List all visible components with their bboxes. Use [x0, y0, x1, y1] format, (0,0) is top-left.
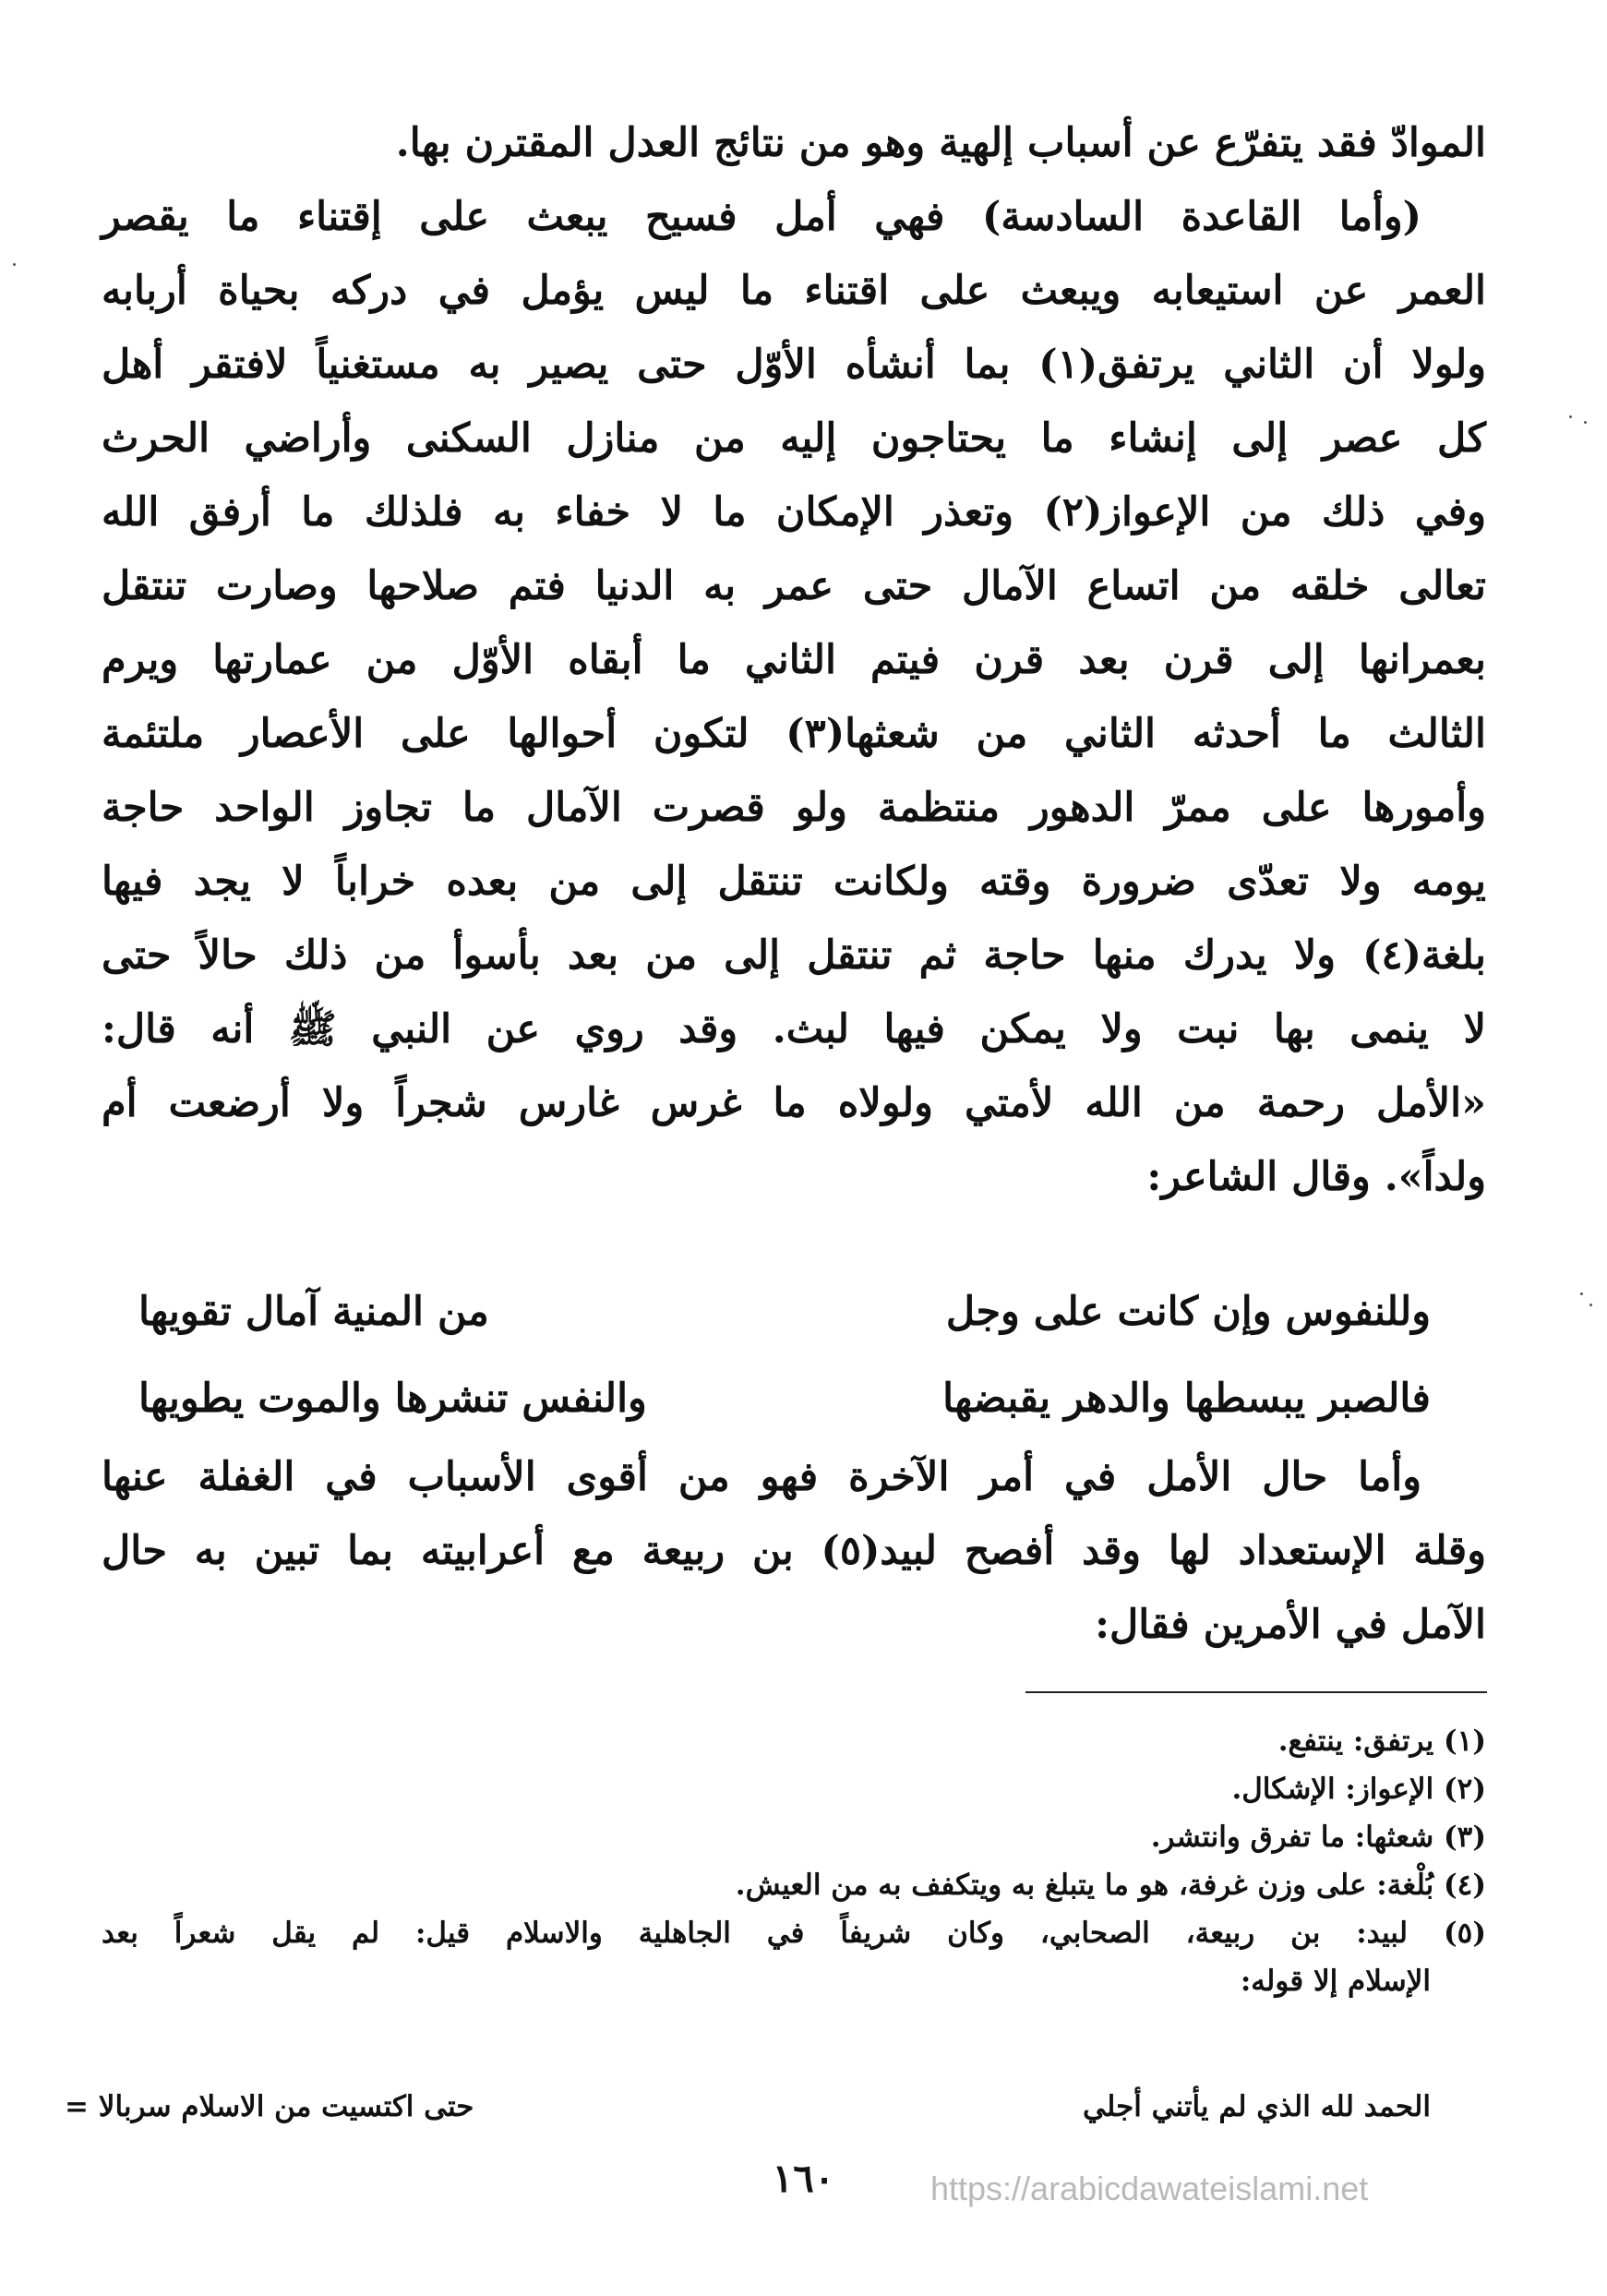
watermark-url: https://arabicdawateislami.net	[930, 2170, 1369, 2207]
text-line: وأما حال الأمل في أمر الآخرة فهو من أقوى الأسباب في الغفلة عنها	[102, 1454, 1421, 1500]
text-line: الآمل في الأمرين فقال:	[1095, 1602, 1486, 1648]
text-line: بعمرانها إلى قرن بعد قرن فيتم الثاني ما أبقاه الأوّل من عمارتها ويرم	[102, 637, 1486, 683]
verse-first-hemistich: فالصبر يبسطها والدهر يقبضها	[942, 1376, 1431, 1422]
text-line: وقلة الإستعداد لها وقد أفصح لبيد(٥) بن ربيعة مع أعرابيته بما تبين به حال	[102, 1528, 1486, 1574]
text-line: العمر عن استيعابه ويبعث على اقتناء ما ليس يؤمل في دركه بحياة أربابه	[102, 268, 1486, 314]
scan-speck	[1589, 1304, 1592, 1306]
text-line: لا ينمى بها نبت ولا يمكن فيها لبث. وقد روي عن النبي ﷺ أنه قال:	[102, 1006, 1486, 1052]
scan-speck	[1580, 1292, 1583, 1295]
footnote-divider	[1025, 1691, 1487, 1693]
text-line: الثالث ما أحدثه الثاني من شعثها(٣) لتكون أحوالها على الأعصار ملتئمة	[102, 711, 1486, 757]
verse-second-hemistich: والنفس تنشرها والموت يطويها	[138, 1376, 647, 1422]
text-line: بلغة(٤) ولا يدرك منها حاجة ثم تنتقل إلى من بعد بأسوأ من ذلك حالاً حتى	[102, 932, 1486, 979]
poem-verse	[138, 1280, 1431, 1344]
text-line: كل عصر إلى إنشاء ما يحتاجون إليه من منازل السكنى وأراضي الحرث	[102, 415, 1486, 462]
text-line: وفي ذلك من الإعواز(٢) وتعذر الإمكان ما لا خفاء به فلذلك ما أرفق الله	[102, 489, 1486, 535]
text-line: «الأمل رحمة من الله لأمتي ولولاه ما غرس غارس شجراً ولا أرضعت أم	[102, 1080, 1486, 1126]
text-line: ولداً». وقال الشاعر:	[1146, 1154, 1486, 1200]
verse-first-hemistich: وللنفوس وإن كانت على وجل	[945, 1289, 1431, 1335]
main-text-block	[102, 106, 1486, 1214]
scan-speck	[1569, 415, 1572, 418]
footnote-continuation: الإسلام إلا قوله:	[1240, 1965, 1431, 1998]
text-line: ولولا أن الثاني يرتفق(١) بما أنشأه الأوّل حتى يصير به مستغنياً لافتقر أهل	[102, 342, 1487, 388]
footnote-verse	[65, 2083, 1431, 2131]
footnote: (٢) الإعواز: الإشكال.	[1231, 1773, 1486, 1806]
verse-first-hemistich: الحمد لله الذي لم يأتني أجلي	[1083, 2090, 1431, 2123]
text-line: تعالى خلقه من اتساع الآمال حتى عمر به الدنيا فتم صلاحها وصارت تنتقل	[102, 563, 1486, 609]
main-text-block-2	[102, 1440, 1486, 1662]
text-line: الموادّ فقد يتفرّع عن أسباب إلهية وهو من نتائج العدل المقترن بها.	[395, 120, 1486, 166]
verse-second-hemistich: من المنية آمال تقويها	[138, 1289, 489, 1335]
text-line: يومه ولا تعدّى ضرورة وقته ولكانت تنتقل إلى من بعده خراباً لا يجد فيها	[102, 859, 1486, 905]
footnote: (٣) شعثها: ما تفرق وانتشر.	[1150, 1821, 1486, 1854]
poem-verse	[138, 1366, 1431, 1431]
scan-speck	[13, 263, 16, 266]
text-line: وأمورها على ممرّ الدهور منتظمة ولو قصرت الآمال ما تجاوز الواحد حاجة	[102, 785, 1486, 831]
verse-second-hemistich: حتى اكتسيت من الاسلام سربالا =	[65, 2090, 474, 2123]
scan-speck	[1584, 421, 1587, 424]
footnotes	[102, 1717, 1486, 2005]
page-number: ١٦٠	[772, 2156, 835, 2201]
text-line: (وأما القاعدة السادسة) فهي أمل فسيح يبعث على إقتناء ما يقصر	[102, 194, 1421, 240]
footnote: (٥) لبيد: بن ربيعة، الصحابي، وكان شريفاً في الجاهلية والاسلام قيل: لم يقل شعراً بعد	[102, 1917, 1486, 1950]
footnote: (٤) بُلْغة: على وزن غرفة، هو ما يتبلغ به ويتكفف به من العيش.	[735, 1869, 1486, 1902]
footnote: (١) يرتفق: ينتفع.	[1277, 1725, 1486, 1758]
